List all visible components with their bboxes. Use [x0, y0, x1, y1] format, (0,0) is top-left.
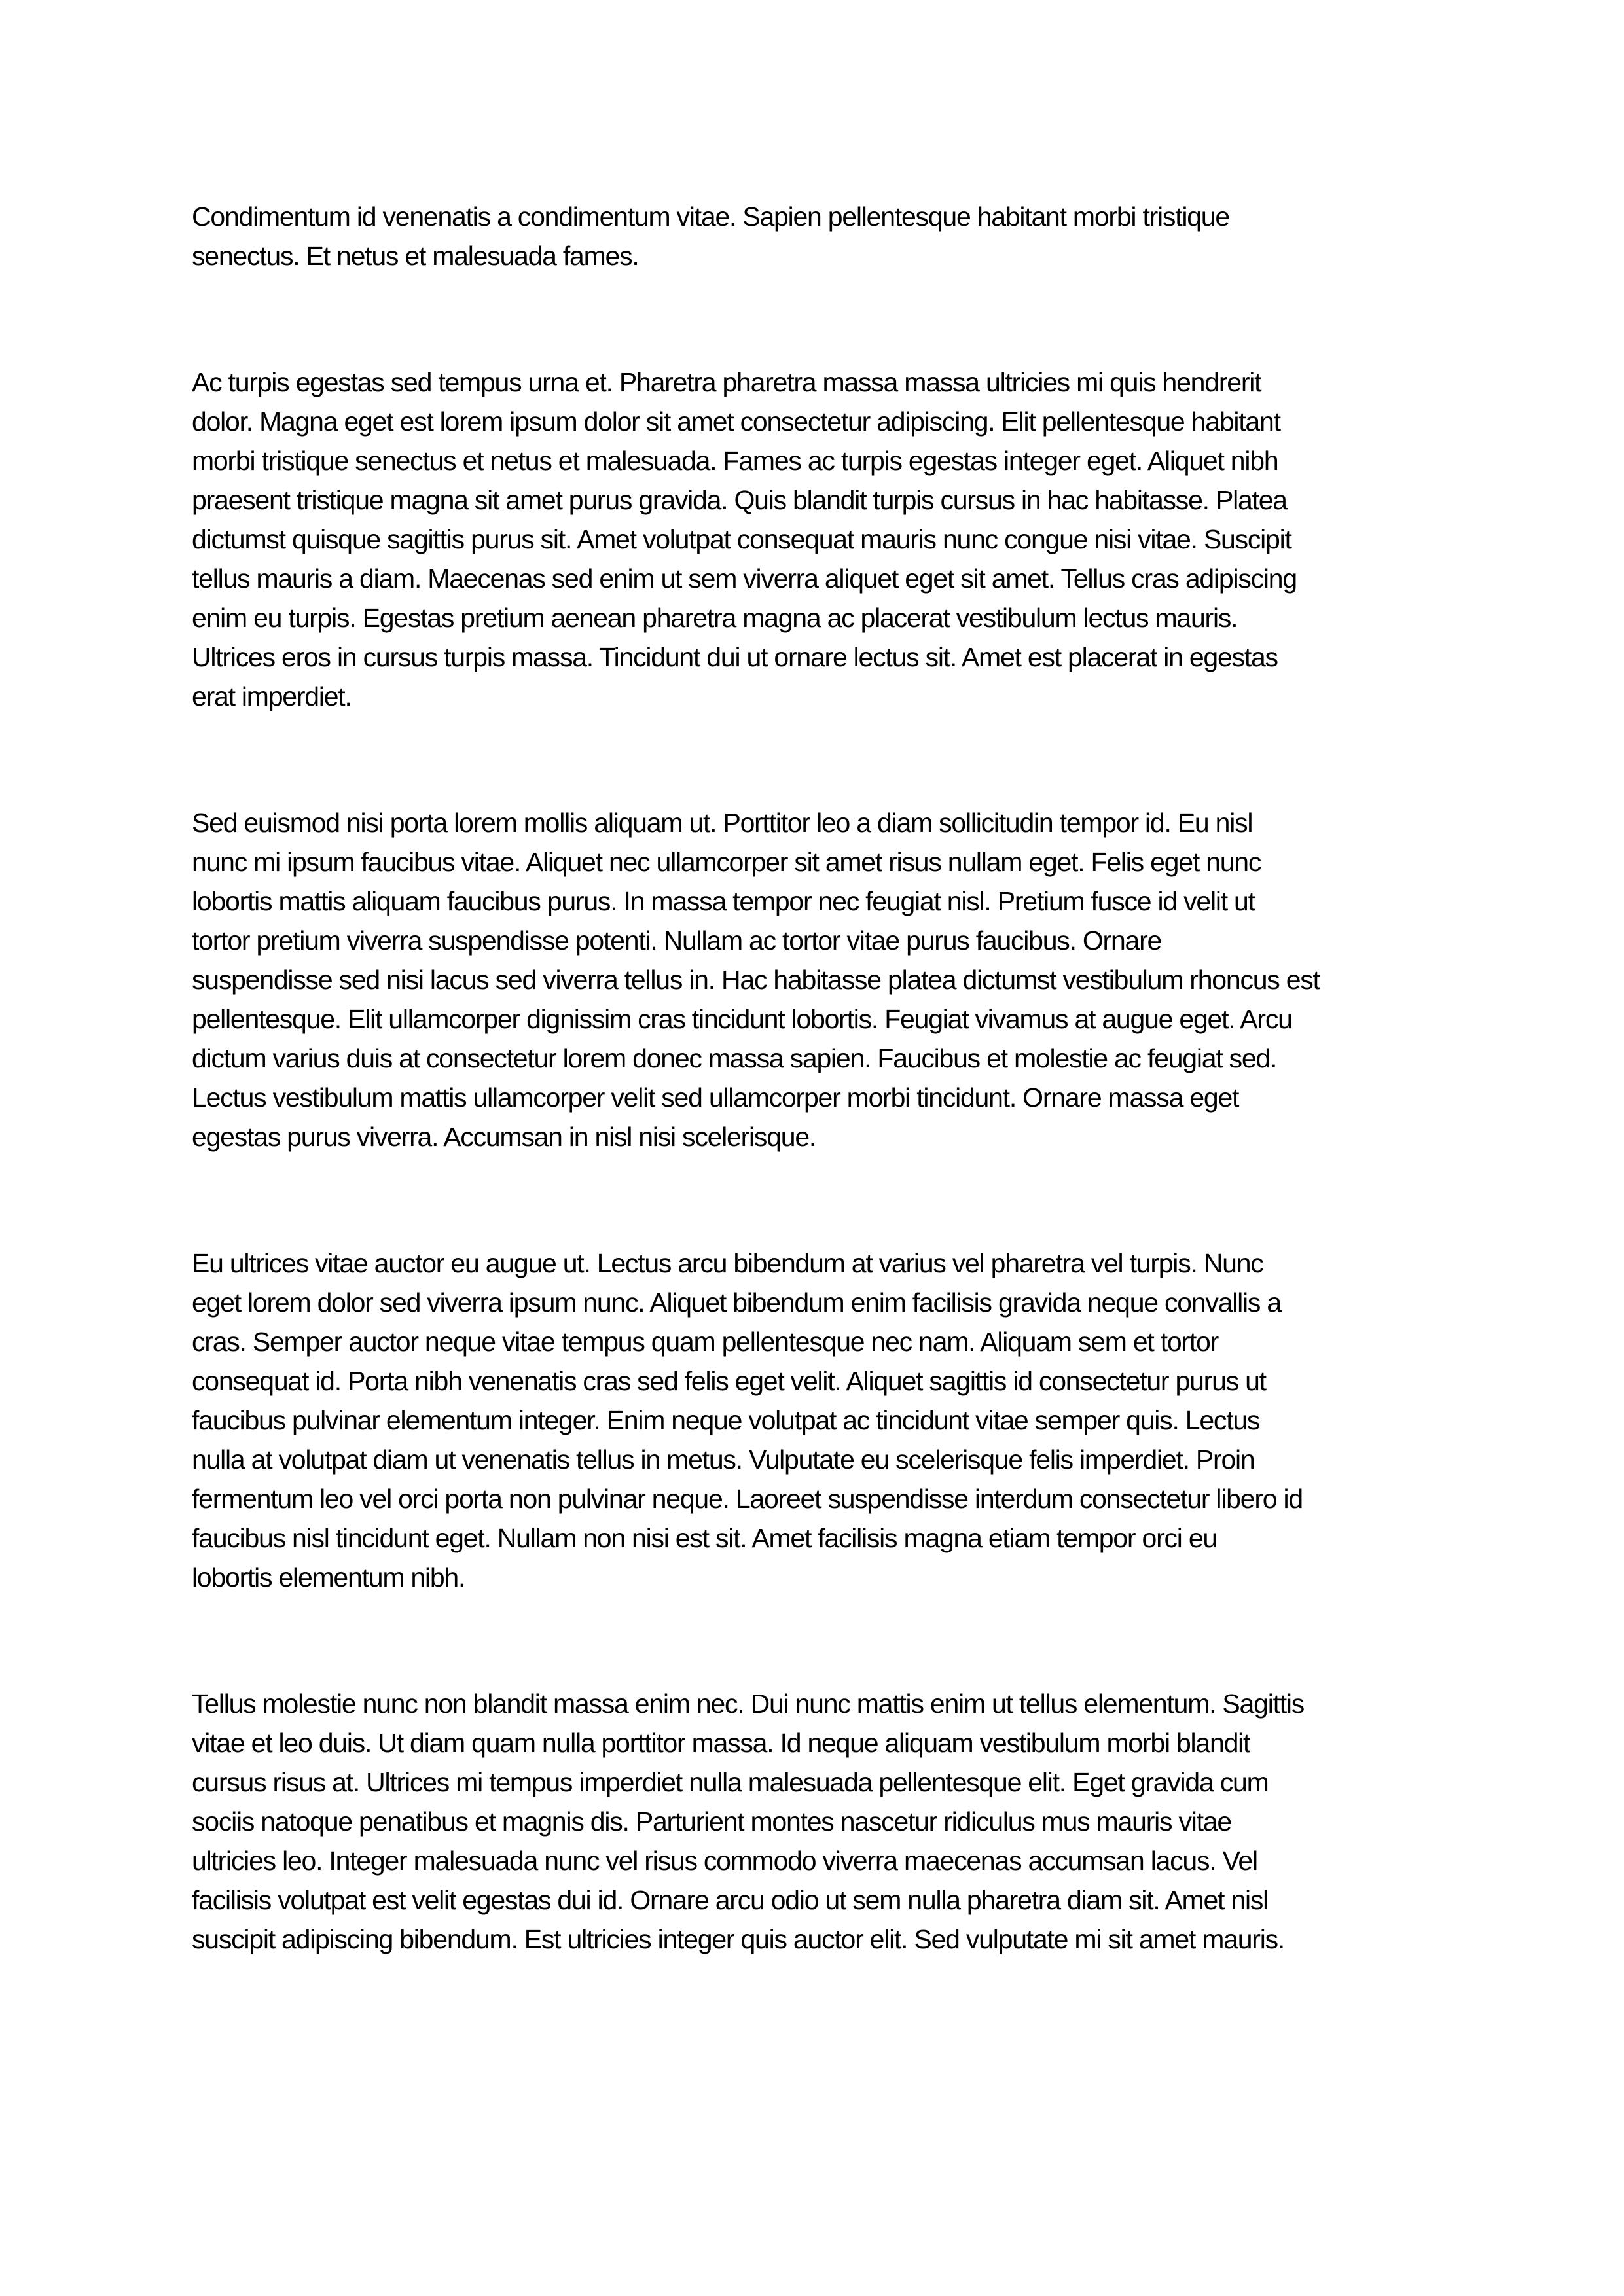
paragraph: [192, 1684, 1435, 1959]
text-line: Ac turpis egestas sed tempus urna et. Pharetra pharetra massa massa ultricies mi quis hendrerit: [192, 367, 1261, 397]
text-line: suspendisse sed nisi lacus sed viverra tellus in. Hac habitasse platea dictumst vestibulum rhoncus est: [192, 965, 1320, 995]
paragraph: [192, 197, 1435, 276]
text-line: praesent tristique magna sit amet purus gravida. Quis blandit turpis cursus in hac habitasse. Platea: [192, 485, 1287, 515]
text-line: lobortis elementum nibh.: [192, 1562, 465, 1592]
text-line: dictumst quisque sagittis purus sit. Amet volutpat consequat mauris nunc congue nisi vitae. Suscipit: [192, 524, 1291, 554]
text-line: faucibus nisl tincidunt eget. Nullam non nisi est sit. Amet facilisis magna etiam tempor orci eu: [192, 1523, 1217, 1553]
text-line: dictum varius duis at consectetur lorem donec massa sapien. Faucibus et molestie ac feugiat sed.: [192, 1043, 1277, 1073]
text-line: tellus mauris a diam. Maecenas sed enim ut sem viverra aliquet eget sit amet. Tellus cras adipiscing: [192, 564, 1297, 594]
text-line: facilisis volutpat est velit egestas dui id. Ornare arcu odio ut sem nulla pharetra diam sit. Amet nisl: [192, 1885, 1268, 1915]
text-line: nulla at volutpat diam ut venenatis tellus in metus. Vulputate eu scelerisque felis imperdiet. Proin: [192, 1444, 1255, 1475]
paragraph: [192, 803, 1435, 1157]
text-line: consequat id. Porta nibh venenatis cras sed felis eget velit. Aliquet sagittis id consectetur purus ut: [192, 1366, 1266, 1396]
text-line: suscipit adipiscing bibendum. Est ultricies integer quis auctor elit. Sed vulputate mi sit amet mauris.: [192, 1924, 1285, 1954]
text-line: fermentum leo vel orci porta non pulvinar neque. Laoreet suspendisse interdum consectetur libero id: [192, 1484, 1303, 1514]
text-line: eget lorem dolor sed viverra ipsum nunc. Aliquet bibendum enim facilisis gravida neque convallis a: [192, 1287, 1281, 1318]
text-line: senectus. Et netus et malesuada fames.: [192, 241, 639, 271]
text-line: cras. Semper auctor neque vitae tempus quam pellentesque nec nam. Aliquam sem et tortor: [192, 1327, 1219, 1357]
text-line: Tellus molestie nunc non blandit massa enim nec. Dui nunc mattis enim ut tellus elementum. Sagittis: [192, 1689, 1305, 1719]
text-line: nunc mi ipsum faucibus vitae. Aliquet nec ullamcorper sit amet risus nullam eget. Felis eget nunc: [192, 847, 1261, 877]
text-line: erat imperdiet.: [192, 681, 352, 711]
text-line: cursus risus at. Ultrices mi tempus imperdiet nulla malesuada pellentesque elit. Eget gravida cum: [192, 1767, 1269, 1797]
text-line: Sed euismod nisi porta lorem mollis aliquam ut. Porttitor leo a diam sollicitudin tempor id. Eu nisl: [192, 808, 1253, 838]
paragraph: [192, 1244, 1435, 1597]
text-line: morbi tristique senectus et netus et malesuada. Fames ac turpis egestas integer eget. Aliquet nibh: [192, 446, 1278, 476]
text-line: faucibus pulvinar elementum integer. Enim neque volutpat ac tincidunt vitae semper quis. Lectus: [192, 1405, 1260, 1435]
text-line: tortor pretium viverra suspendisse potenti. Nullam ac tortor vitae purus faucibus. Ornare: [192, 925, 1162, 956]
text-line: sociis natoque penatibus et magnis dis. Parturient montes nascetur ridiculus mus mauris vitae: [192, 1806, 1231, 1837]
text-line: ultricies leo. Integer malesuada nunc vel risus commodo viverra maecenas accumsan lacus. Vel: [192, 1846, 1257, 1876]
text-line: egestas purus viverra. Accumsan in nisl nisi scelerisque.: [192, 1122, 816, 1152]
document-body: [192, 197, 1435, 1959]
text-line: Eu ultrices vitae auctor eu augue ut. Lectus arcu bibendum at varius vel pharetra vel turpis. Nunc: [192, 1248, 1263, 1278]
text-line: enim eu turpis. Egestas pretium aenean pharetra magna ac placerat vestibulum lectus mauris.: [192, 603, 1238, 633]
text-line: lobortis mattis aliquam faucibus purus. In massa tempor nec feugiat nisl. Pretium fusce id velit ut: [192, 886, 1255, 916]
text-line: Lectus vestibulum mattis ullamcorper velit sed ullamcorper morbi tincidunt. Ornare massa eget: [192, 1083, 1239, 1113]
text-line: Ultrices eros in cursus turpis massa. Tincidunt dui ut ornare lectus sit. Amet est placerat in egestas: [192, 642, 1278, 672]
text-line: dolor. Magna eget est lorem ipsum dolor sit amet consectetur adipiscing. Elit pellentesque habitant: [192, 406, 1280, 437]
text-line: Condimentum id venenatis a condimentum vitae. Sapien pellentesque habitant morbi tristique: [192, 202, 1229, 232]
text-line: vitae et leo duis. Ut diam quam nulla porttitor massa. Id neque aliquam vestibulum morbi blandit: [192, 1728, 1250, 1758]
paragraph: [192, 363, 1435, 716]
text-line: pellentesque. Elit ullamcorper dignissim cras tincidunt lobortis. Feugiat vivamus at augue eget. Arcu: [192, 1004, 1292, 1034]
